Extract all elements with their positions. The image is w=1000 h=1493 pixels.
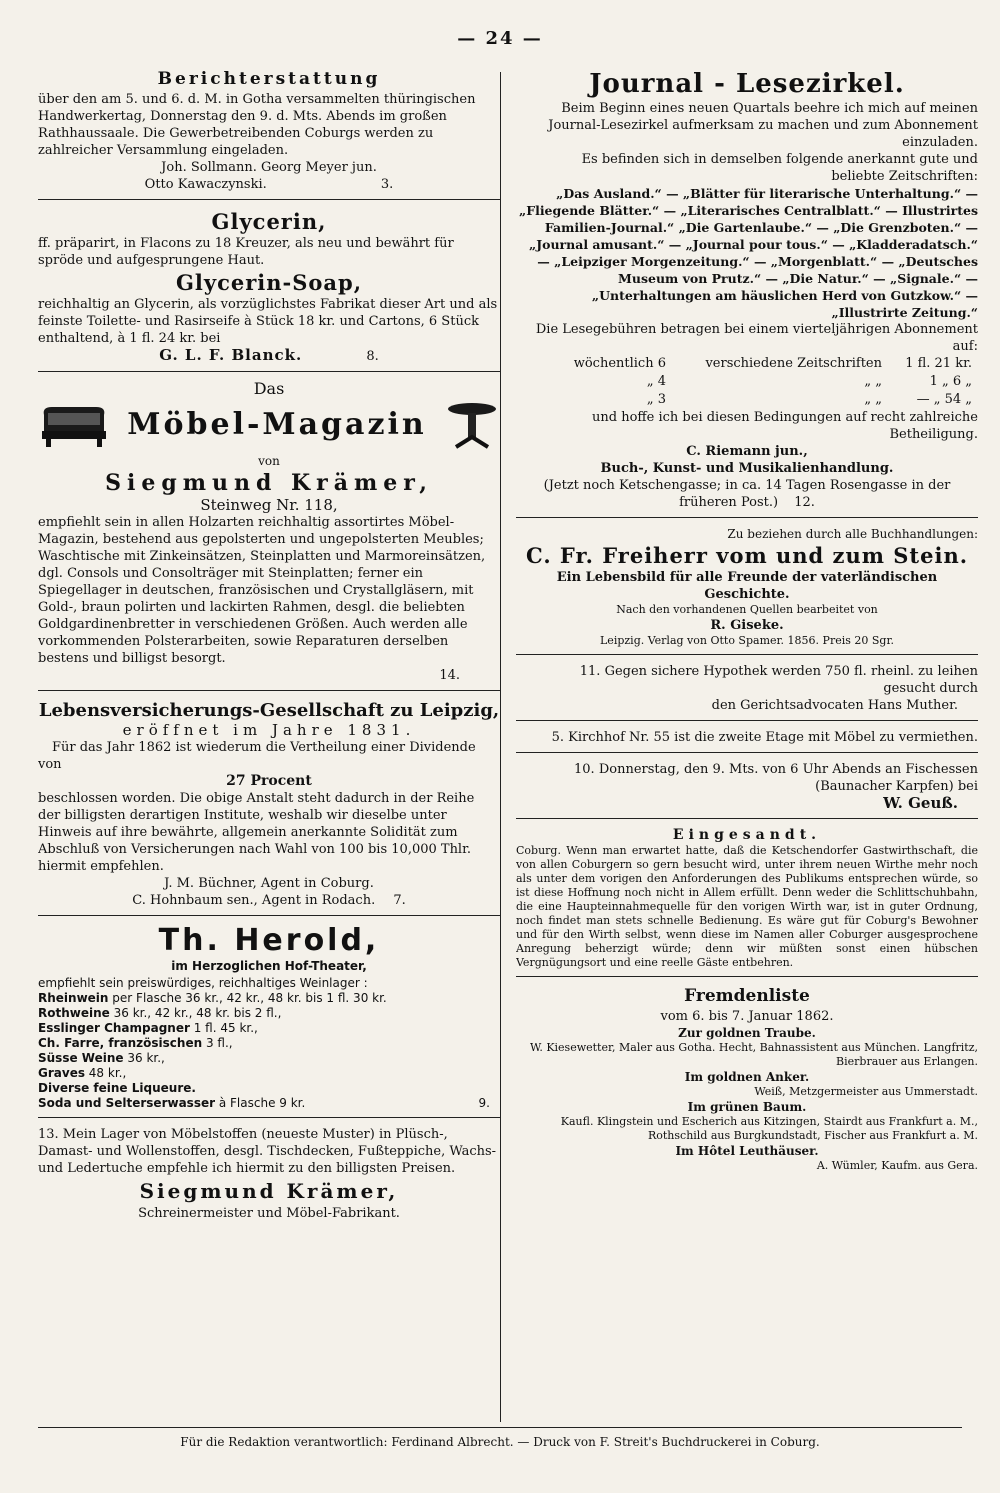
page-number: — 24 — — [457, 28, 543, 49]
wine-name: Süsse Weine — [38, 1051, 124, 1065]
wine-price: 36 kr., 42 kr., 48 kr. bis 2 fl., — [113, 1006, 282, 1020]
hotel-guests: Kaufl. Klingstein und Escherich aus Kitzingen, Stairdt aus Frankfurt a. M., Rothschild aus Burgkundstadt, Fischer aus Frankfurt a. M. — [560, 1115, 978, 1142]
column-divider — [500, 72, 501, 1422]
moebel-text: empfiehlt sein in allen Holzarten reichhaltig assortirtes Möbel-Magazin, bestehend aus gepolsterten und ungepolsterten Meubles; Waschtische mit Zinkeinsätzen, Steinplatten und Marmoreinsätzen, dgl. Consols und Consolträger mit Steinplatten; ferner ein Spiegellager in deutschen, französischen und Crystallgläsern, mit Gold-, braun polirten und lackirten Rahmen, desgl. die beliebten Goldgardinenbretter in verschiedenen Größen. Auch werden alle vorkommenden Polsterarbeiten, sowie Reparaturen derselben bestens und billigst besorgt. — [38, 515, 486, 666]
stein-intro: Zu beziehen durch alle Buchhandlungen: — [727, 527, 978, 541]
herold-wine-list — [38, 991, 500, 1111]
journal-number: 12. — [794, 495, 815, 510]
wine-item — [38, 1021, 500, 1036]
sofa-illustration-icon — [38, 401, 110, 449]
lebensversicherung-text-2: beschlossen worden. Die obige Anstalt steht dadurch in der Reihe der billigsten derartigen Institute, weshalb wir dieselbe unter Hinweis auf ihre bewährte, allgemein anerkannte Solidität zum Abschluß von Versicherungen nach Wahl von 100 bis 10,000 Thlr. hiermit empfehlen. — [38, 791, 475, 874]
separator-rule — [516, 517, 978, 518]
berichterstattung-signature-row — [38, 176, 500, 193]
notice-moebel-magazin — [38, 380, 500, 684]
stein-author: R. Giseke. — [710, 618, 784, 633]
moebelstoffe-name: Siegmund Krämer, — [139, 1179, 399, 1203]
separator-rule — [516, 818, 978, 819]
lebensversicherung-text-1: Für das Jahr 1862 ist wiederum die Vertheilung einer Dividende von — [38, 740, 476, 772]
lebensversicherung-agent-2: C. Hohnbaum sen., Agent in Rodach. — [132, 893, 376, 908]
lebensversicherung-agent-row — [38, 892, 500, 909]
right-column — [516, 68, 978, 1423]
herold-subtitle: im Herzoglichen Hof-Theater, — [171, 959, 367, 973]
moebel-das: Das — [253, 379, 285, 398]
hypothek-text: 11. Gegen sichere Hypothek werden 750 fl. rheinl. zu leihen gesucht durch — [579, 664, 978, 696]
wine-item — [38, 1051, 500, 1066]
moebelstoffe-text: 13. Mein Lager von Möbelstoffen (neueste Muster) in Plüsch-, Damast- und Wollenstoffen, desgl. Tischdecken, Fußteppiche, Wachs- und Ledertuche empfehle ich hiermit zu den billigsten Preisen. — [38, 1127, 497, 1176]
notice-lebensversicherung — [38, 699, 500, 909]
notice-journal-lesezirkel — [516, 68, 978, 511]
page-footer: Für die Redaktion verantwortlich: Ferdinand Albrecht. — Druck von F. Streit's Buchdruckerei in Coburg. — [38, 1427, 962, 1450]
hotel-name: Zur goldnen Traube. — [678, 1026, 816, 1040]
separator-rule — [38, 1117, 500, 1118]
notice-berichterstattung — [38, 68, 500, 193]
fees-label: verschiedene Zeitschriften — [705, 356, 882, 371]
notice-hypothek — [516, 663, 978, 714]
wine-name: Rheinwein — [38, 991, 109, 1005]
stein-title: C. Fr. Freiherr vom und zum Stein. — [525, 543, 969, 568]
wine-item — [38, 1066, 500, 1081]
notice-fischessen — [516, 761, 978, 812]
separator-rule — [38, 915, 500, 916]
hotel-name: Im goldnen Anker. — [684, 1070, 810, 1084]
moebelstoffe-role: Schreinermeister und Möbel-Fabrikant. — [138, 1206, 400, 1221]
journal-text-2: Es befinden sich in demselben folgende anerkannt gute und beliebte Zeitschriften: — [581, 152, 978, 184]
hypothek-signature: den Gerichtsadvocaten Hans Muther. — [711, 698, 958, 713]
kirchhof-text: 5. Kirchhof Nr. 55 ist die zweite Etage mit Möbel zu vermiethen. — [551, 730, 978, 745]
wine-name: Soda und Selterserwasser — [38, 1096, 216, 1110]
fremdenliste — [516, 985, 978, 1173]
glycerin-soap-text: reichhaltig an Glycerin, als vorzüglichstes Fabrikat dieser Art und als feinste Toilette- und Rasirseife à Stück 18 kr. und Cartons, 6 Stück enthaltend, à 1 fl. 24 kr. bei — [38, 297, 498, 346]
wine-price: per Flasche 36 kr., 42 kr., 48 kr. bis 1 fl. 30 kr. — [112, 991, 387, 1005]
lebensversicherung-title: Lebensversicherungs-Gesellschaft zu Leipzig, — [38, 700, 500, 721]
hotel-name: Im Hôtel Leuthäuser. — [675, 1144, 819, 1158]
table-illustration-icon — [444, 399, 500, 451]
wine-price: 36 kr., — [127, 1051, 165, 1065]
separator-rule — [38, 371, 500, 372]
berichterstattung-number: 3. — [380, 177, 394, 192]
wine-name: Graves — [38, 1066, 85, 1080]
glycerin-title: Glycerin, — [211, 209, 327, 234]
fisch-text: 10. Donnerstag, den 9. Mts. von 6 Uhr Abends an Fischessen (Baunacher Karpfen) bei — [574, 762, 978, 794]
journal-title: Journal - Lesezirkel. — [589, 69, 905, 99]
wine-name: Ch. Farre, französischen — [38, 1036, 203, 1050]
separator-rule — [38, 690, 500, 691]
fees-row — [516, 355, 978, 373]
journal-note: (Jetzt noch Ketschengasse; in ca. 14 Tagen Rosengasse in der früheren Post.) — [543, 478, 951, 510]
journal-fees: Die Lesegebühren betragen bei einem vierteljährigen Abonnement auf: — [535, 322, 978, 354]
eingesandt-title: Eingesandt. — [672, 827, 822, 843]
glycerin-signature: G. L. F. Blanck. — [159, 346, 303, 364]
wine-name: Rothweine — [38, 1006, 110, 1020]
wine-name: Esslinger Champagner — [38, 1021, 190, 1035]
herold-intro: empfiehlt sein preiswürdiges, reichhaltiges Weinlager : — [38, 976, 368, 990]
separator-rule — [516, 654, 978, 655]
herold-title: Th. Herold, — [158, 923, 380, 958]
wine-price: 3 fl., — [205, 1036, 233, 1050]
journal-shop: Buch-, Kunst- und Musikalienhandlung. — [600, 461, 894, 476]
fremdenliste-title: Fremdenliste — [684, 986, 810, 1006]
fees-frequency: wöchentlich 6 — [573, 356, 666, 371]
journal-note-row — [516, 477, 978, 511]
fees-frequency: „ 3 — [646, 392, 666, 407]
wine-name: Diverse feine Liqueure. — [38, 1081, 196, 1095]
hotel-guests: A. Wümler, Kaufm. aus Gera. — [816, 1159, 978, 1172]
moebel-header — [38, 397, 500, 453]
notice-moebelstoffe — [38, 1126, 500, 1222]
glycerin-soap-title: Glycerin-Soap, — [175, 270, 363, 295]
moebel-address: Steinweg Nr. 118, — [200, 496, 338, 514]
notice-herold — [38, 924, 500, 1111]
wine-price: 48 kr., — [88, 1066, 127, 1080]
separator-rule — [516, 720, 978, 721]
hotel-guests: W. Kiesewetter, Maler aus Gotha. Hecht, Bahnassistent aus München. Langfritz, Bierbrauer aus Erlangen. — [529, 1041, 978, 1068]
berichterstattung-signature-1: Joh. Sollmann. Georg Meyer jun. — [161, 160, 377, 175]
fees-price: 1 fl. 21 kr. — [905, 356, 972, 371]
stein-source: Nach den vorhandenen Quellen bearbeitet von — [616, 603, 878, 616]
wine-item — [38, 1081, 500, 1096]
fremdenliste-subtitle: vom 6. bis 7. Januar 1862. — [660, 1009, 834, 1024]
left-column — [38, 68, 500, 1423]
fees-price: 1 „ 6 „ — [929, 374, 972, 389]
lebensversicherung-agent-1: J. M. Büchner, Agent in Coburg. — [164, 876, 374, 891]
separator-rule — [516, 752, 978, 753]
wine-item — [38, 1036, 500, 1051]
moebel-magazin-title: Möbel-Magazin — [127, 407, 427, 442]
berichterstattung-signature-2: Otto Kawaczynski. — [144, 177, 267, 192]
notice-glycerin — [38, 208, 500, 365]
fees-label: „ „ — [864, 374, 882, 389]
glycerin-number: 8. — [366, 349, 379, 364]
berichterstattung-title: Berichterstattung — [157, 69, 381, 89]
glycerin-text: ff. präparirt, in Flacons zu 18 Kreuzer, als neu und bewährt für spröde und aufgesprungene Haut. — [38, 236, 454, 268]
journal-titles: „Das Ausland.“ — „Blätter für literarische Unterhaltung.“ — „Fliegende Blätter.“ — „Literarisches Centralblatt.“ — Illustrirtes Familien-Journal.“ „Die Gartenlaube.“ — „Die Grenzboten.“ — „Journal amusant.“ — „Journal pour tous.“ — „Kladderadatsch.“ — „Leipziger Morgenzeitung.“ — „Morgenblatt.“ — „Deutsches Museum von Prutz.“ — „Die Natur.“ — „Signale.“ — „Unterhaltungen am häuslichen Herd von Gutzkow.“ — „Illustrirte Zeitung.“ — [519, 186, 978, 320]
wine-item — [38, 991, 500, 1006]
hotel-guests: Weiß, Metzgermeister aus Ummerstadt. — [754, 1085, 978, 1098]
hotel-name: Im grünen Baum. — [687, 1100, 807, 1114]
stein-publisher: Leipzig. Verlag von Otto Spamer. 1856. Preis 20 Sgr. — [600, 634, 894, 647]
lebensversicherung-percent: 27 Procent — [226, 773, 312, 789]
fees-frequency: „ 4 — [646, 374, 666, 389]
wine-price: à Flasche 9 kr. — [218, 1096, 306, 1110]
stein-subtitle: Ein Lebensbild für alle Freunde der vaterländischen Geschichte. — [556, 570, 938, 602]
notice-freiherr-stein — [516, 526, 978, 648]
wine-item — [38, 1006, 500, 1021]
fisch-signature: W. Geuß. — [883, 794, 958, 812]
moebel-number: 14. — [439, 668, 460, 683]
journal-text-1: Beim Beginn eines neuen Quartals beehre ich mich auf meinen Journal-Lesezirkel aufmerksam zu machen und zum Abonnement einzuladen. — [548, 101, 978, 150]
berichterstattung-text: über den am 5. und 6. d. M. in Gotha versammelten thüringischen Handwerkertag, Donnerstag den 9. d. Mts. Abends im großen Rathhaussaale. Die Gewerbetreibenden Coburgs werden zu zahlreicher Versammlung eingeladen. — [38, 92, 476, 158]
eingesandt-text: Coburg. Wenn man erwartet hatte, daß die Ketschendorfer Gastwirthschaft, die von allen Coburgern so gern besucht wird, unter ihrem neuen Wirthe mehr noch als unter dem vorigen den Anforderungen des Publikums entsprechen würde, so ist diese Hoffnung noch nicht in Allem erfüllt. Denn weder die Schlittschuhbahn, die eine Haupteinnahmequelle für den vorigen Wirth war, ist in guter Ordnung, noch findet man stets schnelle Bedienung. Es wäre gut für Coburg's Bewohner und für den Wirth selbst, wenn diese im Namen aller Coburger ausgesprochene Anregung beherzigt würde; denn wir müßten sonst einen hübschen Vergnügungsort und eine reelle Gäste entbehren. — [516, 844, 978, 969]
herold-number: 9. — [478, 1096, 490, 1110]
lebensversicherung-number: 7. — [393, 893, 406, 908]
lebensversicherung-subtitle: eröffnet im Jahre 1831. — [122, 721, 416, 739]
moebel-owner-name: Siegmund Krämer, — [105, 470, 433, 496]
glycerin-signature-row — [38, 347, 500, 365]
fees-label: „ „ — [864, 392, 882, 407]
separator-rule — [516, 976, 978, 977]
fees-price: — „ 54 „ — [916, 392, 972, 407]
separator-rule — [38, 199, 500, 200]
notice-eingesandt — [516, 827, 978, 970]
moebel-von: von — [258, 454, 280, 468]
journal-text-3: und hoffe ich bei diesen Bedingungen auf recht zahlreiche Betheiligung. — [592, 410, 978, 442]
fees-row — [516, 391, 978, 409]
wine-price: 1 fl. 45 kr., — [193, 1021, 258, 1035]
notice-kirchhof — [516, 729, 978, 746]
wine-item — [38, 1096, 500, 1111]
journal-signature: C. Riemann jun., — [686, 444, 808, 459]
fees-row — [516, 373, 978, 391]
